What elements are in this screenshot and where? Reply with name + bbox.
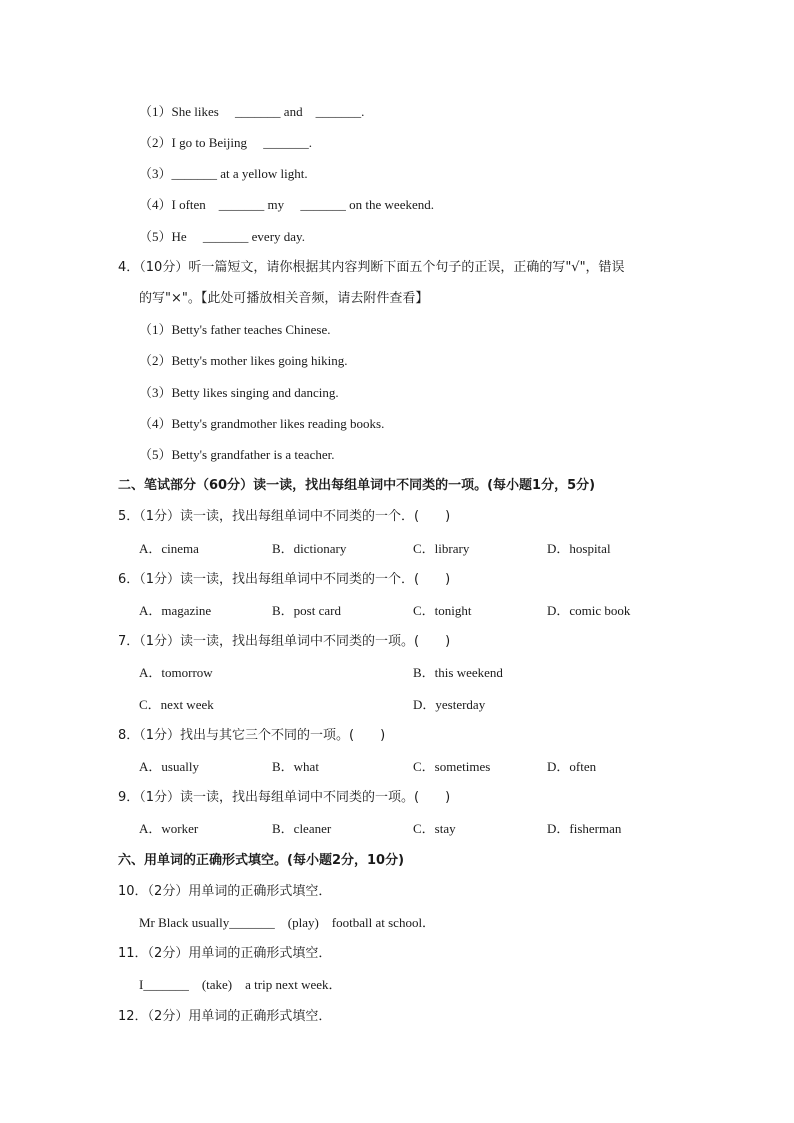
section-heading-word-forms: 六、用单词的正确形式填空。(每小题2分，10分) xyxy=(118,853,405,868)
fill-item-3: （3）_______ at a yellow light. xyxy=(139,166,308,181)
option-c: C．stay xyxy=(413,821,456,836)
question-stem: 12．（2分）用单词的正确形式填空． xyxy=(118,1009,332,1024)
option-d: D．hospital xyxy=(547,541,611,556)
q4-stem-line2: 的写"×"。【此处可播放相关音频，请去附件查看】 xyxy=(139,291,429,306)
option-c: C．sometimes xyxy=(413,759,491,774)
fill-sentence: Mr Black usually_______ (play) football at school． xyxy=(139,915,436,930)
q4-statement-3: （3）Betty likes singing and dancing. xyxy=(139,385,339,400)
q4-statement-2: （2）Betty's mother likes going hiking. xyxy=(139,353,348,368)
option-c: C．tonight xyxy=(413,603,472,618)
option-c: C．next week xyxy=(139,697,214,712)
option-c: C．library xyxy=(413,541,470,556)
fill-item-1: （1）She likes _______ and _______. xyxy=(139,104,365,119)
fill-item-5: （5）He _______ every day. xyxy=(139,229,305,244)
fill-item-2: （2）I go to Beijing _______. xyxy=(139,135,312,150)
option-a: A．usually xyxy=(139,759,199,774)
option-d: D．fisherman xyxy=(547,821,622,836)
question-stem: 10．（2分）用单词的正确形式填空． xyxy=(118,884,332,899)
question-stem: 11．（2分）用单词的正确形式填空． xyxy=(118,946,332,961)
question-stem: 9．（1分）读一读，找出每组单词中不同类的一项。( ) xyxy=(118,790,451,805)
option-d: D．often xyxy=(547,759,597,774)
option-b: B．post card xyxy=(272,603,341,618)
option-b: B．cleaner xyxy=(272,821,332,836)
fill-sentence: I_______ (take) a trip next week． xyxy=(139,977,342,992)
option-d: D．comic book xyxy=(547,603,631,618)
question-stem: 8．（1分）找出与其它三个不同的一项。( ) xyxy=(118,728,386,743)
section-heading-written: 二、笔试部分（60分）读一读，找出每组单词中不同类的一项。(每小题1分，5分) xyxy=(118,478,596,493)
option-d: D．yesterday xyxy=(413,697,486,712)
q4-statement-4: （4）Betty's grandmother likes reading books. xyxy=(139,416,385,431)
option-b: B．dictionary xyxy=(272,541,347,556)
option-a: A．cinema xyxy=(139,541,199,556)
question-stem: 7．（1分）读一读，找出每组单词中不同类的一项。( ) xyxy=(118,634,451,649)
q4-statement-5: （5）Betty's grandfather is a teacher. xyxy=(139,447,335,462)
option-a: A．tomorrow xyxy=(139,665,213,680)
q4-statement-1: （1）Betty's father teaches Chinese. xyxy=(139,322,331,337)
option-a: A．magazine xyxy=(139,603,212,618)
option-b: B．this weekend xyxy=(413,665,503,680)
option-a: A．worker xyxy=(139,821,199,836)
option-b: B．what xyxy=(272,759,319,774)
fill-item-4: （4）I often _______ my _______ on the weekend. xyxy=(139,197,434,212)
q4-stem-line1: 4．（10分）听一篇短文，请你根据其内容判断下面五个句子的正误，正确的写"√"，错误 xyxy=(118,260,625,275)
question-stem: 5．（1分）读一读，找出每组单词中不同类的一个．( ) xyxy=(118,509,451,524)
question-stem: 6．（1分）读一读，找出每组单词中不同类的一个．( ) xyxy=(118,572,451,587)
